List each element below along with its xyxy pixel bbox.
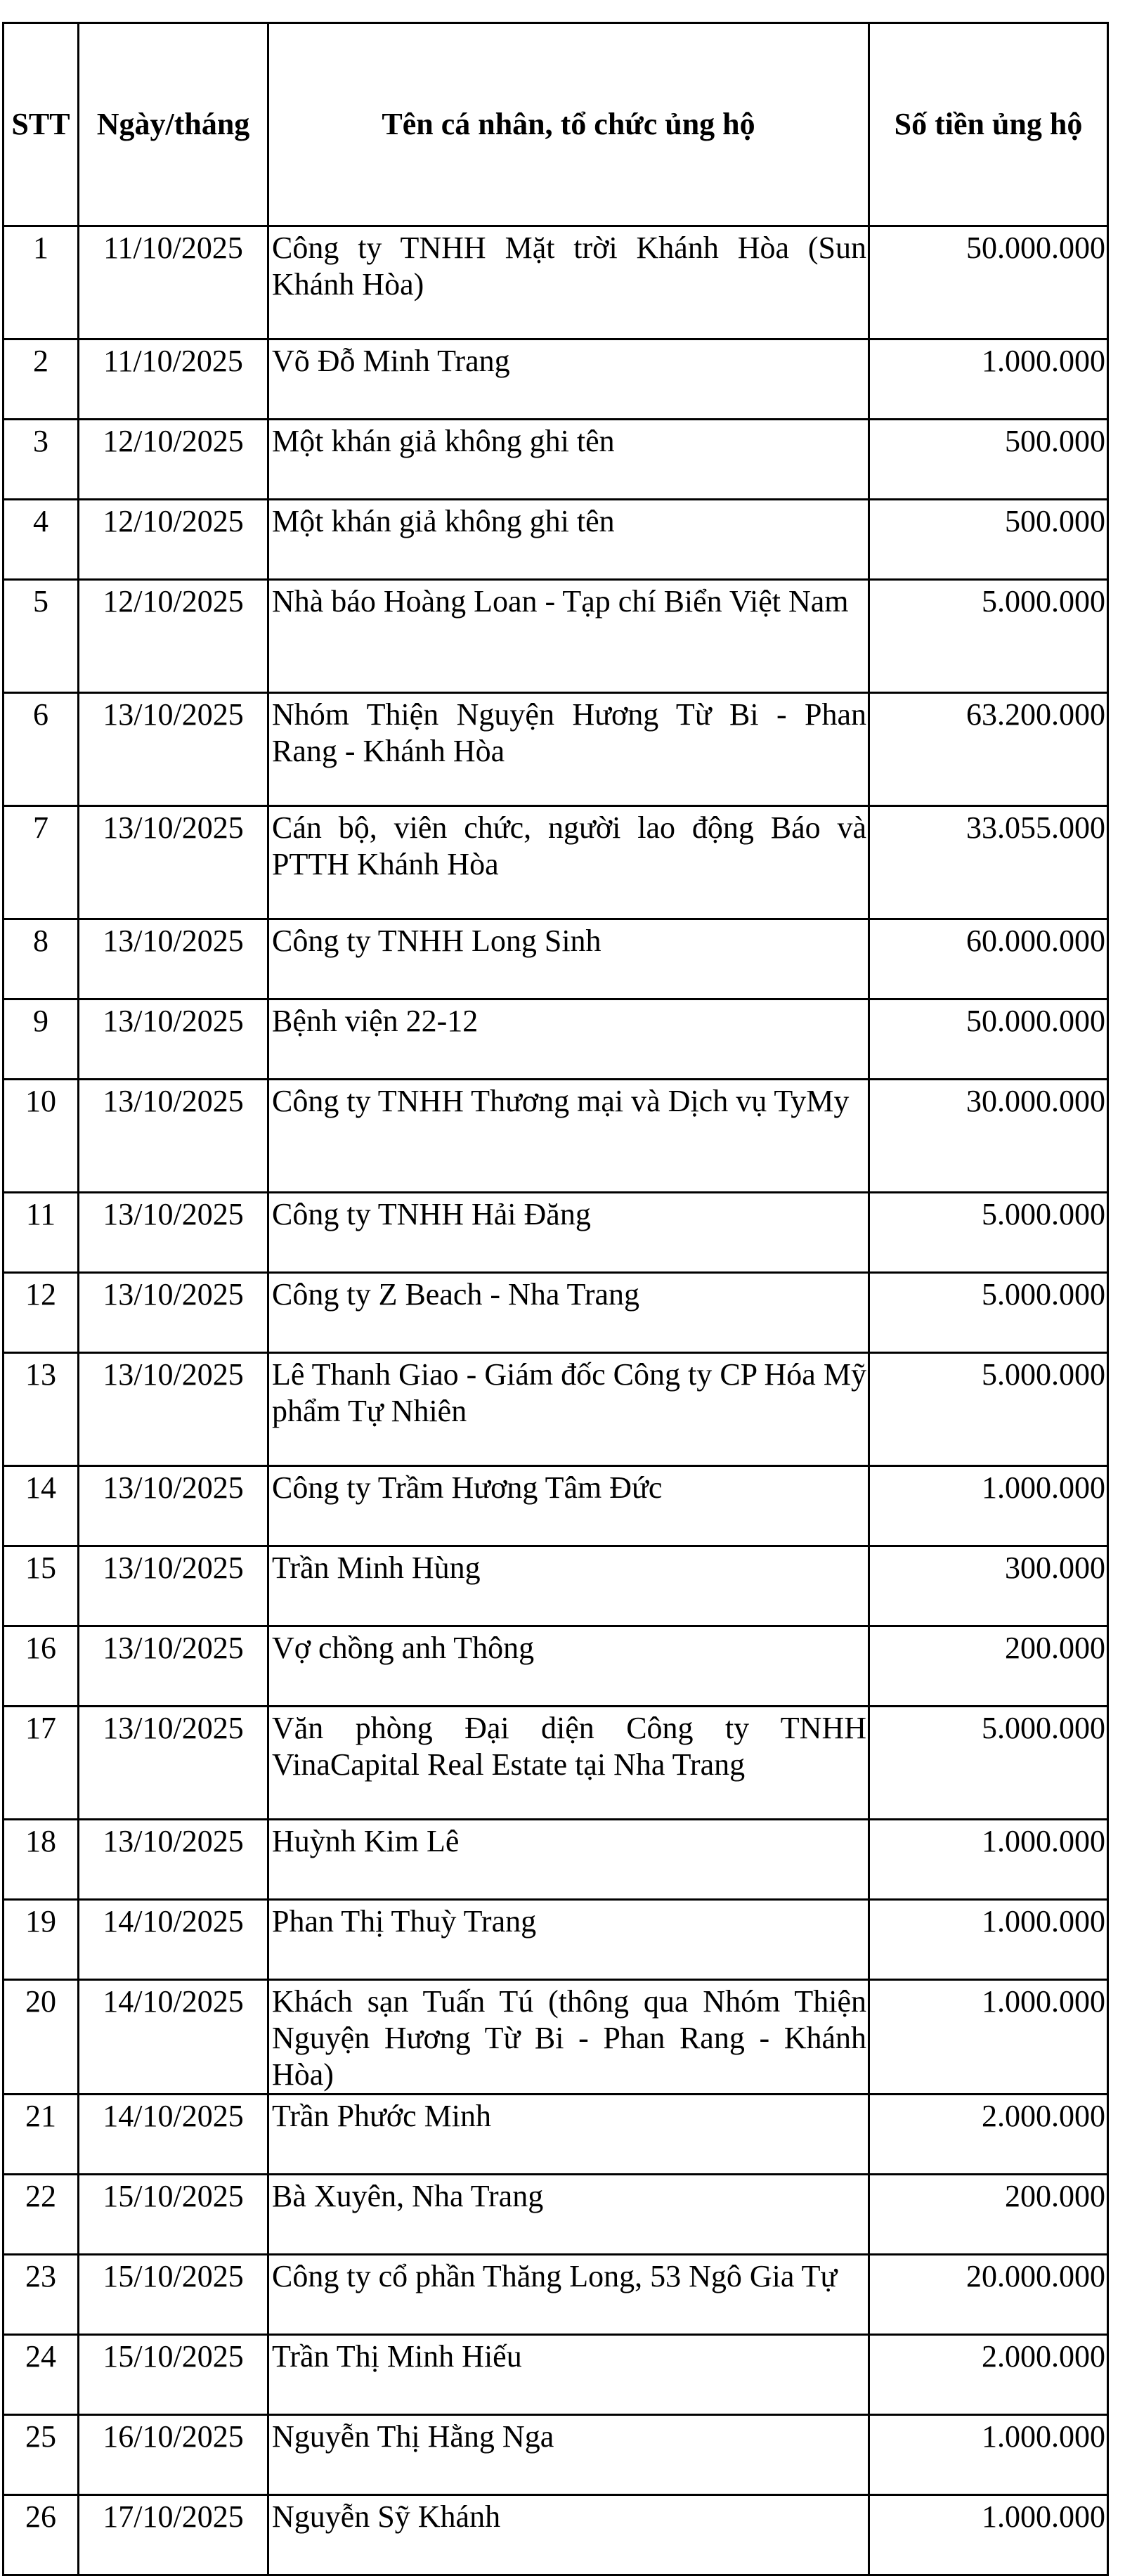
row-stt-cell-text: 13: [25, 1357, 56, 1392]
row-amount-cell: [869, 420, 1108, 500]
row-stt-cell-text: 24: [25, 2339, 56, 2374]
row-amount-cell-text: 300.000: [1005, 1551, 1105, 1585]
row-stt-cell: [4, 1546, 79, 1626]
row-date-cell: [79, 1353, 268, 1466]
row-amount-cell-text: 5.000.000: [982, 584, 1105, 619]
row-donor-name-cell: [268, 1080, 869, 1193]
row-date-cell-text: 12/10/2025: [103, 584, 244, 619]
row-amount-cell: [869, 1546, 1108, 1626]
row-date-cell: [79, 500, 268, 580]
row-donor-name-cell-text: Bà Xuyên, Nha Trang: [272, 2179, 544, 2213]
row-date-cell-text: 13/10/2025: [103, 1004, 244, 1038]
table-row: [4, 1980, 1108, 2095]
table-row: [4, 226, 1108, 339]
row-amount-cell-text: 2.000.000: [982, 2339, 1105, 2374]
row-amount-cell: [869, 693, 1108, 806]
row-amount-cell: [869, 1626, 1108, 1707]
row-stt-cell: [4, 339, 79, 420]
row-stt-cell-text: 9: [33, 1004, 48, 1038]
row-stt-cell: [4, 1193, 79, 1273]
row-date-cell: [79, 919, 268, 999]
row-amount-cell: [869, 806, 1108, 919]
table-row: [4, 580, 1108, 693]
table-row: [4, 500, 1108, 580]
row-date-cell-text: 13/10/2025: [103, 1277, 244, 1312]
donation-table: [2, 22, 1109, 2576]
row-amount-cell-text: 50.000.000: [966, 1004, 1105, 1038]
row-donor-name-cell-text: Nhà báo Hoàng Loan - Tạp chí Biển Việt Nam: [272, 584, 849, 619]
row-stt-cell-text: 2: [33, 344, 48, 378]
row-stt-cell-text: 19: [25, 1904, 56, 1939]
row-stt-cell-text: 15: [25, 1551, 56, 1585]
row-donor-name-cell: [268, 1707, 869, 1820]
table-row: [4, 1820, 1108, 1900]
row-amount-cell: [869, 2335, 1108, 2415]
row-date-cell: [79, 1080, 268, 1193]
row-date-cell-text: 15/10/2025: [103, 2339, 244, 2374]
row-stt-cell: [4, 580, 79, 693]
row-donor-name-cell: [268, 2495, 869, 2575]
row-amount-cell: [869, 1980, 1108, 2095]
row-date-cell-text: 15/10/2025: [103, 2259, 244, 2293]
row-stt-cell-text: 26: [25, 2499, 56, 2534]
row-stt-cell: [4, 500, 79, 580]
row-amount-cell-text: 60.000.000: [966, 924, 1105, 958]
row-date-cell-text: 16/10/2025: [103, 2419, 244, 2454]
row-amount-cell: [869, 1900, 1108, 1980]
row-amount-cell: [869, 1193, 1108, 1273]
row-stt-cell-text: 7: [33, 810, 48, 845]
row-stt-cell-text: 18: [25, 1824, 56, 1858]
row-date-cell: [79, 580, 268, 693]
row-date-cell-text: 15/10/2025: [103, 2179, 244, 2213]
row-stt-cell: [4, 2095, 79, 2175]
table-row: [4, 1193, 1108, 1273]
row-date-cell: [79, 2335, 268, 2415]
row-stt-cell: [4, 226, 79, 339]
table-row: [4, 1707, 1108, 1820]
row-stt-cell: [4, 1707, 79, 1820]
row-donor-name-cell: [268, 2415, 869, 2495]
row-amount-cell: [869, 2095, 1108, 2175]
row-amount-cell-text: 20.000.000: [966, 2259, 1105, 2293]
row-amount-cell-text: 1.000.000: [982, 2499, 1105, 2534]
row-date-cell-text: 13/10/2025: [103, 1197, 244, 1231]
row-amount-cell: [869, 1273, 1108, 1353]
table-row: [4, 1626, 1108, 1707]
row-stt-cell: [4, 2415, 79, 2495]
row-date-cell: [79, 2175, 268, 2255]
row-amount-cell: [869, 919, 1108, 999]
row-donor-name-cell-text: Công ty TNHH Hải Đăng: [272, 1197, 591, 1231]
row-donor-name-cell-text: Công ty Z Beach - Nha Trang: [272, 1277, 640, 1312]
row-stt-cell: [4, 1353, 79, 1466]
row-date-cell: [79, 2415, 268, 2495]
row-donor-name-cell: [268, 999, 869, 1080]
row-stt-cell: [4, 1080, 79, 1193]
row-date-cell-text: 13/10/2025: [103, 1470, 244, 1505]
row-stt-cell: [4, 999, 79, 1080]
row-donor-name-cell: [268, 2175, 869, 2255]
table-row: [4, 1546, 1108, 1626]
row-donor-name-cell: [268, 1900, 869, 1980]
table-row: [4, 420, 1108, 500]
row-donor-name-cell: [268, 2095, 869, 2175]
row-date-cell: [79, 2495, 268, 2575]
table-row: [4, 339, 1108, 420]
row-amount-cell-text: 5.000.000: [982, 1357, 1105, 1392]
row-stt-cell: [4, 693, 79, 806]
row-amount-cell: [869, 1707, 1108, 1820]
header-amount: Số tiền ủng hộ: [869, 23, 1108, 226]
row-amount-cell-text: 1.000.000: [982, 1824, 1105, 1858]
row-donor-name-cell-text: Khách sạn Tuấn Tú (thông qua Nhóm Thiện Nguyện Hương Từ Bi - Phan Rang - Khánh Hòa): [272, 1984, 866, 2092]
row-date-cell: [79, 999, 268, 1080]
row-date-cell-text: 11/10/2025: [103, 231, 243, 265]
row-date-cell: [79, 1546, 268, 1626]
row-stt-cell: [4, 1820, 79, 1900]
row-donor-name-cell-text: Nguyễn Sỹ Khánh: [272, 2499, 501, 2534]
row-amount-cell: [869, 1080, 1108, 1193]
row-amount-cell-text: 30.000.000: [966, 1084, 1105, 1118]
row-amount-cell: [869, 226, 1108, 339]
row-stt-cell: [4, 919, 79, 999]
row-stt-cell-text: 8: [33, 924, 48, 958]
row-donor-name-cell-text: Công ty TNHH Long Sinh: [272, 924, 601, 958]
row-amount-cell-text: 200.000: [1005, 2179, 1105, 2213]
row-amount-cell: [869, 500, 1108, 580]
row-donor-name-cell: [268, 1980, 869, 2095]
row-donor-name-cell: [268, 1193, 869, 1273]
table-row: [4, 1273, 1108, 1353]
row-date-cell: [79, 693, 268, 806]
row-stt-cell-text: 5: [33, 584, 48, 619]
row-amount-cell-text: 1.000.000: [982, 344, 1105, 378]
row-donor-name-cell: [268, 500, 869, 580]
row-stt-cell-text: 11: [25, 1197, 56, 1231]
row-donor-name-cell-text: Bệnh viện 22-12: [272, 1004, 479, 1038]
row-donor-name-cell-text: Trần Phước Minh: [272, 2099, 491, 2133]
row-date-cell-text: 13/10/2025: [103, 810, 244, 845]
row-donor-name-cell: [268, 226, 869, 339]
row-stt-cell-text: 20: [25, 1984, 56, 2019]
table-row: [4, 806, 1108, 919]
row-amount-cell-text: 33.055.000: [966, 810, 1105, 845]
row-date-cell: [79, 1626, 268, 1707]
row-stt-cell-text: 16: [25, 1631, 56, 1665]
row-donor-name-cell: [268, 693, 869, 806]
row-date-cell-text: 13/10/2025: [103, 1824, 244, 1858]
row-date-cell-text: 13/10/2025: [103, 1551, 244, 1585]
row-date-cell-text: 12/10/2025: [103, 424, 244, 458]
row-stt-cell: [4, 2495, 79, 2575]
row-date-cell: [79, 339, 268, 420]
row-date-cell: [79, 1466, 268, 1546]
row-donor-name-cell-text: Một khán giả không ghi tên: [272, 504, 615, 538]
row-stt-cell-text: 10: [25, 1084, 56, 1118]
row-amount-cell: [869, 580, 1108, 693]
row-amount-cell: [869, 1820, 1108, 1900]
row-amount-cell: [869, 1353, 1108, 1466]
table-row: [4, 1353, 1108, 1466]
row-date-cell: [79, 1707, 268, 1820]
row-stt-cell-text: 3: [33, 424, 48, 458]
row-amount-cell: [869, 999, 1108, 1080]
row-amount-cell-text: 200.000: [1005, 1631, 1105, 1665]
table-row: [4, 2255, 1108, 2335]
row-date-cell: [79, 1980, 268, 2095]
row-stt-cell-text: 25: [25, 2419, 56, 2454]
table-row: [4, 999, 1108, 1080]
row-date-cell: [79, 1273, 268, 1353]
table-row: [4, 919, 1108, 999]
row-stt-cell: [4, 2335, 79, 2415]
row-date-cell-text: 13/10/2025: [103, 697, 244, 732]
row-date-cell: [79, 1820, 268, 1900]
row-donor-name-cell: [268, 1466, 869, 1546]
row-amount-cell: [869, 1466, 1108, 1546]
row-donor-name-cell: [268, 420, 869, 500]
row-amount-cell-text: 1.000.000: [982, 1470, 1105, 1505]
row-date-cell-text: 14/10/2025: [103, 2099, 244, 2133]
row-donor-name-cell: [268, 1820, 869, 1900]
row-amount-cell-text: 5.000.000: [982, 1197, 1105, 1231]
row-donor-name-cell-text: Nhóm Thiện Nguyện Hương Từ Bi - Phan Rang - Khánh Hòa: [272, 697, 866, 768]
table-body: [4, 226, 1108, 2575]
row-date-cell-text: 14/10/2025: [103, 1984, 244, 2019]
row-donor-name-cell-text: Trần Thị Minh Hiếu: [272, 2339, 522, 2374]
row-amount-cell-text: 1.000.000: [982, 1904, 1105, 1939]
row-date-cell-text: 13/10/2025: [103, 1357, 244, 1392]
row-amount-cell-text: 2.000.000: [982, 2099, 1105, 2133]
row-donor-name-cell-text: Võ Đỗ Minh Trang: [272, 344, 510, 378]
table-row: [4, 2495, 1108, 2575]
table-row: [4, 2415, 1108, 2495]
row-stt-cell: [4, 806, 79, 919]
row-donor-name-cell-text: Nguyễn Thị Hằng Nga: [272, 2419, 554, 2454]
row-amount-cell-text: 50.000.000: [966, 231, 1105, 265]
row-stt-cell-text: 17: [25, 1711, 56, 1745]
table-row: [4, 2335, 1108, 2415]
row-date-cell-text: 13/10/2025: [103, 924, 244, 958]
row-date-cell-text: 11/10/2025: [103, 344, 243, 378]
row-stt-cell-text: 14: [25, 1470, 56, 1505]
row-date-cell-text: 13/10/2025: [103, 1711, 244, 1745]
row-donor-name-cell-text: Cán bộ, viên chức, người lao động Báo và PTTH Khánh Hòa: [272, 810, 866, 881]
row-date-cell-text: 12/10/2025: [103, 504, 244, 538]
row-date-cell: [79, 2255, 268, 2335]
row-date-cell: [79, 806, 268, 919]
table-row: [4, 1900, 1108, 1980]
row-amount-cell-text: 5.000.000: [982, 1277, 1105, 1312]
row-date-cell: [79, 1900, 268, 1980]
row-donor-name-cell: [268, 806, 869, 919]
table-row: [4, 1466, 1108, 1546]
row-stt-cell-text: 1: [33, 231, 48, 265]
row-amount-cell-text: 5.000.000: [982, 1711, 1105, 1745]
row-stt-cell: [4, 1466, 79, 1546]
row-date-cell-text: 14/10/2025: [103, 1904, 244, 1939]
table-row: [4, 2095, 1108, 2175]
row-stt-cell: [4, 1626, 79, 1707]
row-stt-cell-text: 22: [25, 2179, 56, 2213]
row-date-cell-text: 17/10/2025: [103, 2499, 244, 2534]
row-donor-name-cell-text: Vợ chồng anh Thông: [272, 1631, 535, 1665]
row-donor-name-cell-text: Trần Minh Hùng: [272, 1551, 481, 1585]
row-date-cell-text: 13/10/2025: [103, 1084, 244, 1118]
row-donor-name-cell: [268, 1546, 869, 1626]
row-amount-cell: [869, 2255, 1108, 2335]
row-date-cell-text: 13/10/2025: [103, 1631, 244, 1665]
row-stt-cell: [4, 1273, 79, 1353]
table-row: [4, 693, 1108, 806]
row-stt-cell-text: 23: [25, 2259, 56, 2293]
table-row: [4, 1080, 1108, 1193]
row-stt-cell-text: 12: [25, 1277, 56, 1312]
row-amount-cell-text: 500.000: [1005, 424, 1105, 458]
header-stt: STT: [4, 23, 79, 226]
row-donor-name-cell-text: Một khán giả không ghi tên: [272, 424, 615, 458]
row-amount-cell-text: 63.200.000: [966, 697, 1105, 732]
row-donor-name-cell: [268, 1353, 869, 1466]
table-row: [4, 2175, 1108, 2255]
row-date-cell: [79, 226, 268, 339]
header-donor-name: Tên cá nhân, tổ chức ủng hộ: [268, 23, 869, 226]
row-stt-cell: [4, 2255, 79, 2335]
row-donor-name-cell: [268, 919, 869, 999]
row-donor-name-cell-text: Công ty cổ phần Thăng Long, 53 Ngô Gia Tự: [272, 2259, 838, 2293]
row-donor-name-cell: [268, 1626, 869, 1707]
row-date-cell: [79, 1193, 268, 1273]
row-date-cell: [79, 420, 268, 500]
row-stt-cell-text: 4: [33, 504, 48, 538]
row-donor-name-cell-text: Lê Thanh Giao - Giám đốc Công ty CP Hóa Mỹ phẩm Tự Nhiên: [272, 1357, 866, 1428]
row-amount-cell: [869, 2415, 1108, 2495]
row-donor-name-cell-text: Công ty TNHH Mặt trời Khánh Hòa (Sun Khánh Hòa): [272, 231, 866, 302]
row-stt-cell-text: 6: [33, 697, 48, 732]
row-stt-cell: [4, 2175, 79, 2255]
table-header-row: [4, 23, 1108, 226]
row-amount-cell-text: 500.000: [1005, 504, 1105, 538]
row-amount-cell-text: 1.000.000: [982, 2419, 1105, 2454]
row-stt-cell-text: 21: [25, 2099, 56, 2133]
row-stt-cell: [4, 1900, 79, 1980]
row-donor-name-cell-text: Huỳnh Kim Lê: [272, 1824, 460, 1858]
row-donor-name-cell-text: Công ty TNHH Thương mại và Dịch vụ TyMy: [272, 1084, 850, 1118]
row-date-cell: [79, 2095, 268, 2175]
row-donor-name-cell: [268, 2335, 869, 2415]
row-amount-cell: [869, 2175, 1108, 2255]
row-donor-name-cell-text: Phan Thị Thuỳ Trang: [272, 1904, 537, 1939]
row-donor-name-cell: [268, 580, 869, 693]
row-donor-name-cell: [268, 1273, 869, 1353]
row-stt-cell: [4, 420, 79, 500]
row-stt-cell: [4, 1980, 79, 2095]
row-amount-cell: [869, 339, 1108, 420]
row-donor-name-cell-text: Công ty Trầm Hương Tâm Đức: [272, 1470, 663, 1505]
header-date: Ngày/tháng: [79, 23, 268, 226]
row-donor-name-cell-text: Văn phòng Đại diện Công ty TNHH VinaCapital Real Estate tại Nha Trang: [272, 1711, 866, 1782]
row-amount-cell-text: 1.000.000: [982, 1984, 1105, 2019]
row-amount-cell: [869, 2495, 1108, 2575]
row-donor-name-cell: [268, 2255, 869, 2335]
row-donor-name-cell: [268, 339, 869, 420]
